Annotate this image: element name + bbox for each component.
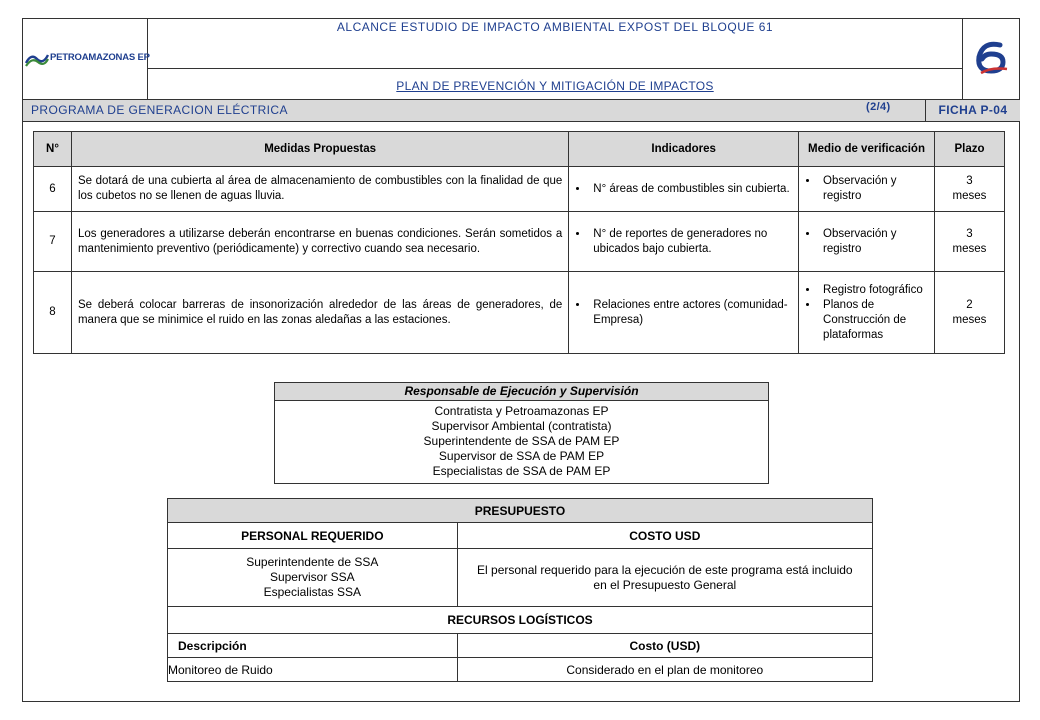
block-61-logo-icon [963, 19, 1019, 99]
row-number: 6 [34, 167, 72, 212]
col-deadline: Plazo [934, 132, 1004, 167]
logistics-item-cost: Considerado en el plan de monitoreo [457, 658, 872, 682]
row-number: 8 [34, 272, 72, 354]
col-measures: Medidas Propuestas [71, 132, 568, 167]
cost-header: COSTO USD [457, 523, 872, 549]
row-measure: Los generadores a utilizarse deberán encontrarse en buenas condiciones. Serán sometidos a mantenimiento preventivo (periódicamente) y correctivo cuando sea necesario. [71, 212, 568, 272]
page-indicator: (2/4) [866, 101, 891, 113]
budget-personal-row [168, 549, 873, 607]
budget-table [167, 498, 873, 682]
band-divider [925, 100, 926, 121]
logistics-header-row [168, 634, 873, 658]
responsible-line: Supervisor Ambiental (contratista) [431, 419, 612, 433]
table-row [34, 212, 1005, 272]
budget-title: PRESUPUESTO [168, 499, 873, 523]
band-bottom-line [22, 121, 1020, 122]
measures-table [33, 131, 1005, 354]
verification-item: • Planos de Construcción de plataformas [819, 298, 928, 343]
responsible-line: Contratista y Petroamazonas EP [434, 404, 609, 418]
row-deadline: 3 meses [934, 167, 1004, 212]
verification-item: • Observación y registro [819, 227, 928, 257]
logo-waves-icon [25, 51, 49, 67]
row-indicators [569, 167, 799, 212]
personal-item: Especialistas SSA [263, 585, 361, 599]
row-number: 7 [34, 212, 72, 272]
measures-header-row [34, 132, 1005, 167]
personal-cost: El personal requerido para la ejecución de este programa está incluido en el Presupuesto General [457, 549, 872, 607]
row-measure: Se dotará de una cubierta al área de almacenamiento de combustibles con la finalidad de que los cubetos no se llenen de aguas lluvia. [71, 167, 568, 212]
col-indicators: Indicadores [569, 132, 799, 167]
indicator-item: • Relaciones entre actores (comunidad-Empresa) [589, 298, 792, 328]
ficha-code: FICHA P-04 [938, 103, 1008, 117]
personal-item: Superintendente de SSA [246, 555, 379, 569]
row-verification [799, 167, 935, 212]
row-verification [799, 272, 935, 354]
logistics-title-row [168, 607, 873, 634]
budget-header-row [168, 523, 873, 549]
indicator-item: • N° áreas de combustibles sin cubierta. [589, 182, 792, 197]
logistics-cost-header: Costo (USD) [457, 634, 872, 658]
logistics-title: RECURSOS LOGÍSTICOS [168, 607, 873, 634]
document-title: ALCANCE ESTUDIO DE IMPACTO AMBIENTAL EXPOST DEL BLOQUE 61 [336, 20, 774, 34]
plan-subtitle: PLAN DE PREVENCIÓN Y MITIGACIÓN DE IMPACTOS [396, 79, 714, 93]
col-number: N° [34, 132, 72, 167]
col-verification: Medio de verificación [799, 132, 935, 167]
row-verification [799, 212, 935, 272]
block-logo [963, 19, 1019, 99]
row-indicators [569, 272, 799, 354]
responsible-title: Responsable de Ejecución y Supervisión [275, 383, 768, 401]
description-header: Descripción [168, 634, 458, 658]
table-row [34, 167, 1005, 212]
header-title-divider [147, 68, 962, 69]
logo-text: PETROAMAZONAS EP [50, 52, 150, 63]
personal-list [168, 549, 458, 607]
budget-title-row [168, 499, 873, 523]
responsible-line: Especialistas de SSA de PAM EP [432, 464, 611, 478]
program-title: PROGRAMA DE GENERACION ELÉCTRICA [31, 103, 288, 117]
row-deadline: 2 meses [934, 272, 1004, 354]
petroamazonas-logo [25, 48, 150, 70]
responsible-line: Supervisor de SSA de PAM EP [438, 449, 605, 463]
indicator-item: • N° de reportes de generadores no ubicados bajo cubierta. [589, 227, 792, 257]
responsible-box [274, 382, 769, 484]
row-deadline: 3 meses [934, 212, 1004, 272]
personal-item: Supervisor SSA [269, 570, 355, 584]
row-measure: Se deberá colocar barreras de insonorización alrededor de las áreas de generadores, de manera que se minimice el ruido en las zonas aledañas a las estaciones. [71, 272, 568, 354]
row-indicators [569, 212, 799, 272]
verification-item: • Registro fotográfico [819, 283, 928, 298]
table-row [34, 272, 1005, 354]
responsible-line: Superintendente de SSA de PAM EP [423, 434, 620, 448]
logistics-item-row [168, 658, 873, 682]
verification-item: • Observación y registro [819, 174, 928, 204]
logistics-item: Monitoreo de Ruido [168, 658, 458, 682]
personal-header: PERSONAL REQUERIDO [168, 523, 458, 549]
